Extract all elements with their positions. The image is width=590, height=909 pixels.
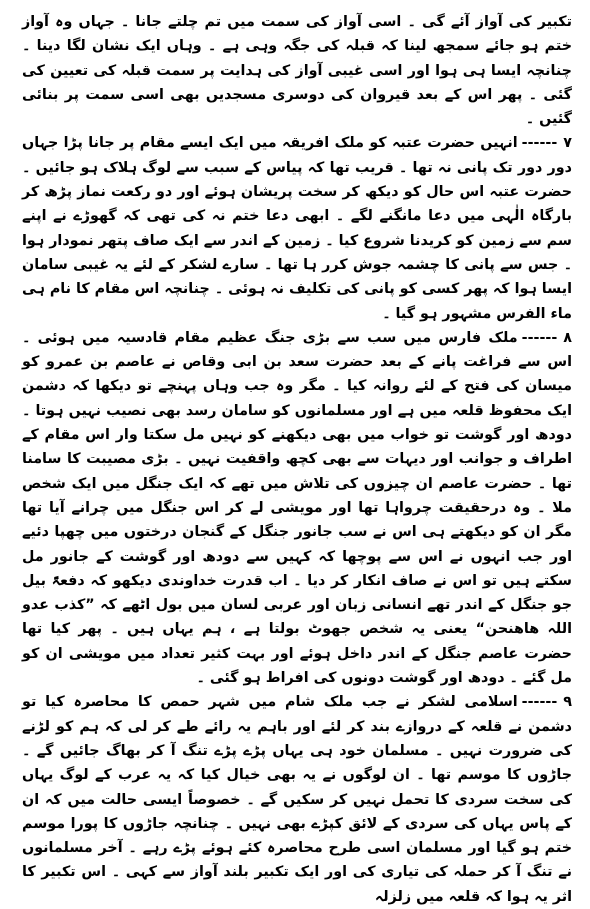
paragraph-4-separator: ------ [521, 694, 558, 711]
paragraph-3 [22, 326, 572, 690]
paragraph-3-number: ۸ [563, 329, 572, 346]
paragraph-3-separator: ------ [521, 329, 558, 346]
paragraph-1-text: تکبیر کی آواز آئے گی ۔ اسی آواز کی سمت میں تم چلتے جانا ۔ جہاں وہ آواز ختم ہو جائے سمجھ لینا کہ قبلہ کی جگہ وہی ہے ۔ وہاں ایک نشان لگا دینا ۔ چنانچہ ایسا ہی ہوا اور اسی غیبی آواز کی ہدایت پر سمت قبلہ کی تعیین کی گئی ۔ پھر اس کے بعد قیروان کی دوسری مسجدیں بھی اسی سمت پر بنائی گئیں ۔ [22, 14, 572, 128]
paragraph-1 [22, 10, 572, 131]
paragraph-2-separator: ------ [521, 135, 558, 152]
paragraph-4-text: اسلامی لشکر نے جب ملک شام میں شہر حمص کا محاصرہ کیا تو دشمن نے قلعہ کے دروازے بند کر لئے اور باہم یہ رائے طے کر لی کہ ہم کو لڑنے کی ضرورت نہیں ۔ مسلمان خود ہی یہاں پڑے پڑے تنگ آ کر بھاگ جائیں گے ۔ جاڑوں کا موسم تھا ۔ ان لوگوں نے یہ بھی خیال کیا کہ یہ عرب کے لوگ یہاں کی سخت سردی کا تحمل نہیں کر سکیں گے ۔ خصوصاً ایسی حالت میں کہ ان کے پاس یہاں کی سردی کے لائق کپڑے بھی نہیں ۔ چنانچہ جاڑوں کا پورا موسم ختم ہو گیا اور مسلمان اسی طرح محاصرہ کئے ہوئے پڑے رہے ۔ آخر مسلمانوں نے تنگ آ کر حملہ کی تیاری کی اور ایک تکبیر بلند آواز سے کہی ۔ اس تکبیر کا اثر یہ ہوا کہ قلعہ میں زلزلہ [22, 694, 572, 905]
paragraph-2-text: انہیں حضرت عتبہ کو ملک افریقہ میں ایک ایسے مقام پر جانا پڑا جہاں دور دور تک پانی نہ تھا ۔ قریب تھا کہ پیاس کے سبب سے لوگ ہلاک ہو جائیں ۔ حضرت عتبہ اس حال کو دیکھ کر سخت پریشان ہوئے اور دو رکعت نماز پڑھ کر بارگاہ الٰہی میں دعا مانگنے لگے ۔ ابھی دعا ختم نہ کی تھی کہ گھوڑے نے اپنے سم سے زمین کو کریدنا شروع کیا ۔ زمین کے اندر سے ایک صاف پتھر نمودار ہوا ۔ جس سے پانی کا چشمہ جوش کرر ہا تھا ۔ سارے لشکر کے لئے یہ غیبی سامان ایسا ہوا کہ پھر کسی کو پانی کی تکلیف نہ ہوئی ۔ چنانچہ اس مقام کا نام ہی ماء الفرس مشہور ہو گیا ۔ [21, 135, 572, 322]
paragraph-2-number: ۷ [563, 135, 572, 152]
paragraph-2 [22, 131, 572, 325]
paragraph-4-number: ۹ [563, 694, 572, 711]
paragraph-3-text: ملک فارس میں سب سے بڑی جنگ عظیم مقام قادسیہ میں ہوئی ۔ اس سے فراغت پانے کے بعد حضرت سعد بن ابی وقاص نے عاصم بن عمرو کو میسان کی فتح کے لئے روانہ کیا ۔ مگر وہ جب وہاں پہنچے تو دیکھا کہ دشمن ایک محفوظ قلعہ میں ہے اور مسلمانوں کو سامان رسد بھی نصیب نہیں ہوتا ۔ دودھ اور گوشت تو خواب میں بھی دیکھنے کو نہیں مل سکتا وار اس مقام کے اطراف و جوانب اور دیہات سے بھی کچھ واقفیت نہیں ۔ بڑی مصیبت کا سامنا تھا ۔ حضرت عاصم ان چیزوں کی تلاش میں تھے کہ ایک جنگل میں ایک شخص ملا ۔ وہ درحقیقت چرواہا تھا اور مویشی لے کر اس جنگل میں چرانے آیا تھا مگر ان کو دیکھتے ہی اس نے سب جانور جنگل کے گنجان درختوں میں چھپا دئیے اور جب انہوں نے اس سے پوچھا کہ کہیں سے دودھ اور گوشت کے جانور مل سکتے ہیں تو اس نے صاف انکار کر دیا ۔ اب قدرت خداوندی دیکھو کہ دفعۃً بیل جو جنگل کے اندر تھے انسانی زبان اور عربی لسان میں بول اٹھے کہ ”کذب عدو اللہ ھاھنحن“ یعنی یہ شخص جھوٹ بولتا ہے ، ہم یہاں ہیں ۔ پھر کیا تھا حضرت عاصم جنگل کے اندر داخل ہوئے اور بہت کثیر تعداد میں مویشی ان کو مل گئے ۔ دودھ اور گوشت دونوں کی افراط ہو گئی ۔ [22, 329, 572, 687]
